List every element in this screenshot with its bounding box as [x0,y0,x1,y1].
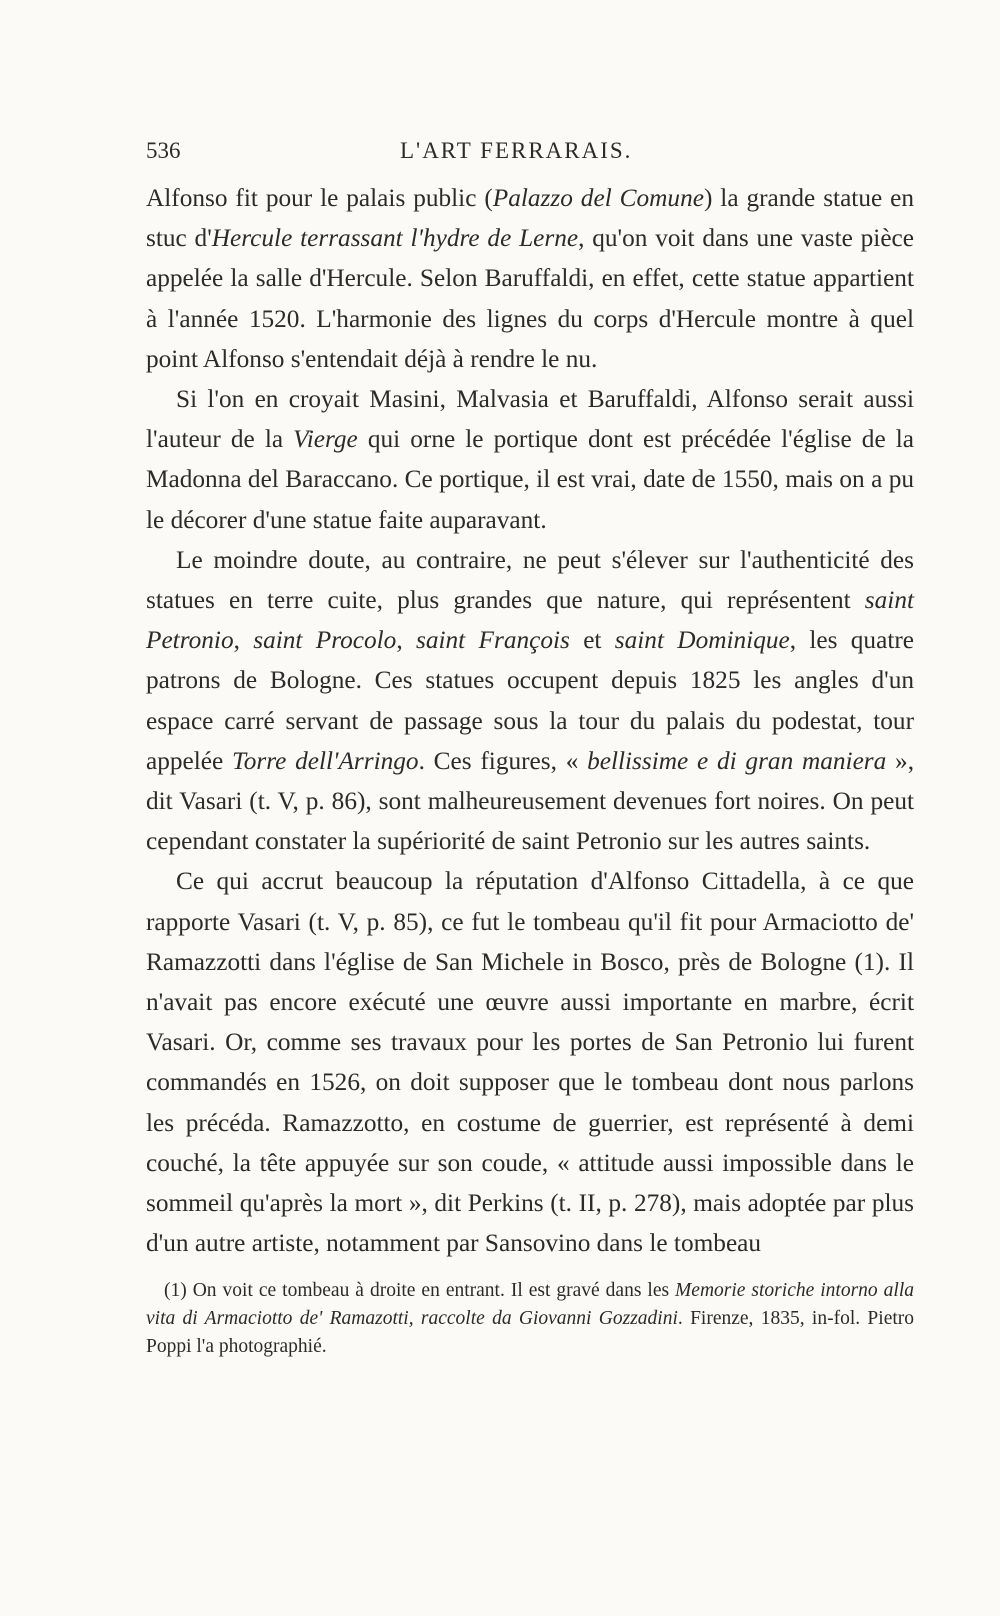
paragraph [146,178,914,379]
italic-text-segment: bellissime e di gran maniera [587,746,887,775]
text-segment: Alfonso fit pour le palais public ( [146,184,493,212]
text-segment: . Firenze, 1835, in-fol. Pietro Poppi l'a photographié. [146,1308,915,1358]
book-page [146,138,914,1361]
text-segment: ) la grande statue en stuc d' [146,184,915,253]
italic-text-segment: saint François [416,626,570,655]
footnote [146,1277,914,1361]
text-segment: , qu'on voit dans une vaste pièce appelée la salle d'Hercule. Selon Baruffaldi, en effet, cette statue appartient à l'année 1520. L'harmonie des lignes du corps d'Hercule montre à quel point Alfonso s'entendait déjà à rendre le nu. [146,224,915,373]
italic-text-segment: saint Dominique [614,626,790,655]
body-text [146,178,914,1263]
text-segment: Le moindre doute, au contraire, ne peut s'élever sur l'authenticité des statues en terre cuite, plus grandes que nature, qui représentent [146,545,914,615]
paragraph [146,861,914,1263]
text-segment: , les quatre patrons de Bologne. Ces statues occupent depuis 1825 les angles d'un espace carré servant de passage sous la tour du palais du podestat, tour appelée [146,626,914,775]
text-segment: et [569,626,615,655]
paragraph [146,379,914,540]
text-segment: qui orne le portique dont est précédée l'église de la Madonna del Baraccano. Ce portique, il est vrai, date de 1550, mais on a pu le décorer d'une statue faite auparavant. [146,425,915,534]
text-segment: Ce qui accrut beaucoup la réputation d'Alfonso Cittadella, à ce que rapporte Vasari (t. V, p. 85), ce fut le tombeau qu'il fit pour Armaciotto de' Ramazzotti dans l'église de San Michele in Bosco, près de Bologne (1). Il n'avait pas encore exécuté une œuvre aussi importante en marbre, écrit Vasari. Or, comme ses travaux pour les portes de San Petronio lui furent commandés en 1526, on doit supposer que le tombeau dont nous parlons les précéda. Ramazzotto, en costume de guerrier, est représenté à demi couché, la tête appuyée sur son coude, « attitude aussi impossible dans le sommeil qu'après la mort », dit Perkins (t. II, p. 278), mais adoptée par plus d'un autre artiste, notamment par Sansovino dans le tombeau [146,867,914,1258]
italic-text-segment: saint Procolo [253,626,397,655]
running-title: L'ART FERRARAIS. [400,138,633,163]
italic-text-segment: Memorie storiche intorno alla vita di Armaciotto de' Ramazotti, raccolte da Giovanni Gozzadini [146,1280,914,1330]
text-segment: , [396,626,416,655]
italic-text-segment: Torre dell'Arringo [232,746,419,775]
footnote-text [146,1277,914,1361]
italic-text-segment: Palazzo del Comune [492,184,704,212]
italic-text-segment: saint Petronio [146,586,914,655]
text-segment: , [233,626,254,655]
text-segment: . Ces figures, « [418,746,588,775]
page-number: 536 [146,138,181,163]
text-segment: Si l'on en croyait Masini, Malvasia et Baruffaldi, Alfonso serait aussi l'auteur de la [146,385,914,454]
italic-text-segment: Hercule terrassant l'hydre de Lerne [211,224,579,253]
text-segment: », dit Vasari (t. V, p. 86), sont malheureusement devenues fort noires. On peut cependant constater la supériorité de saint Petronio sur les autres saints. [146,746,915,856]
text-segment: (1) On voit ce tombeau à droite en entrant. Il est gravé dans les [164,1280,676,1302]
italic-text-segment: Vierge [293,425,358,454]
paragraph [146,540,914,862]
page-header [146,138,914,178]
